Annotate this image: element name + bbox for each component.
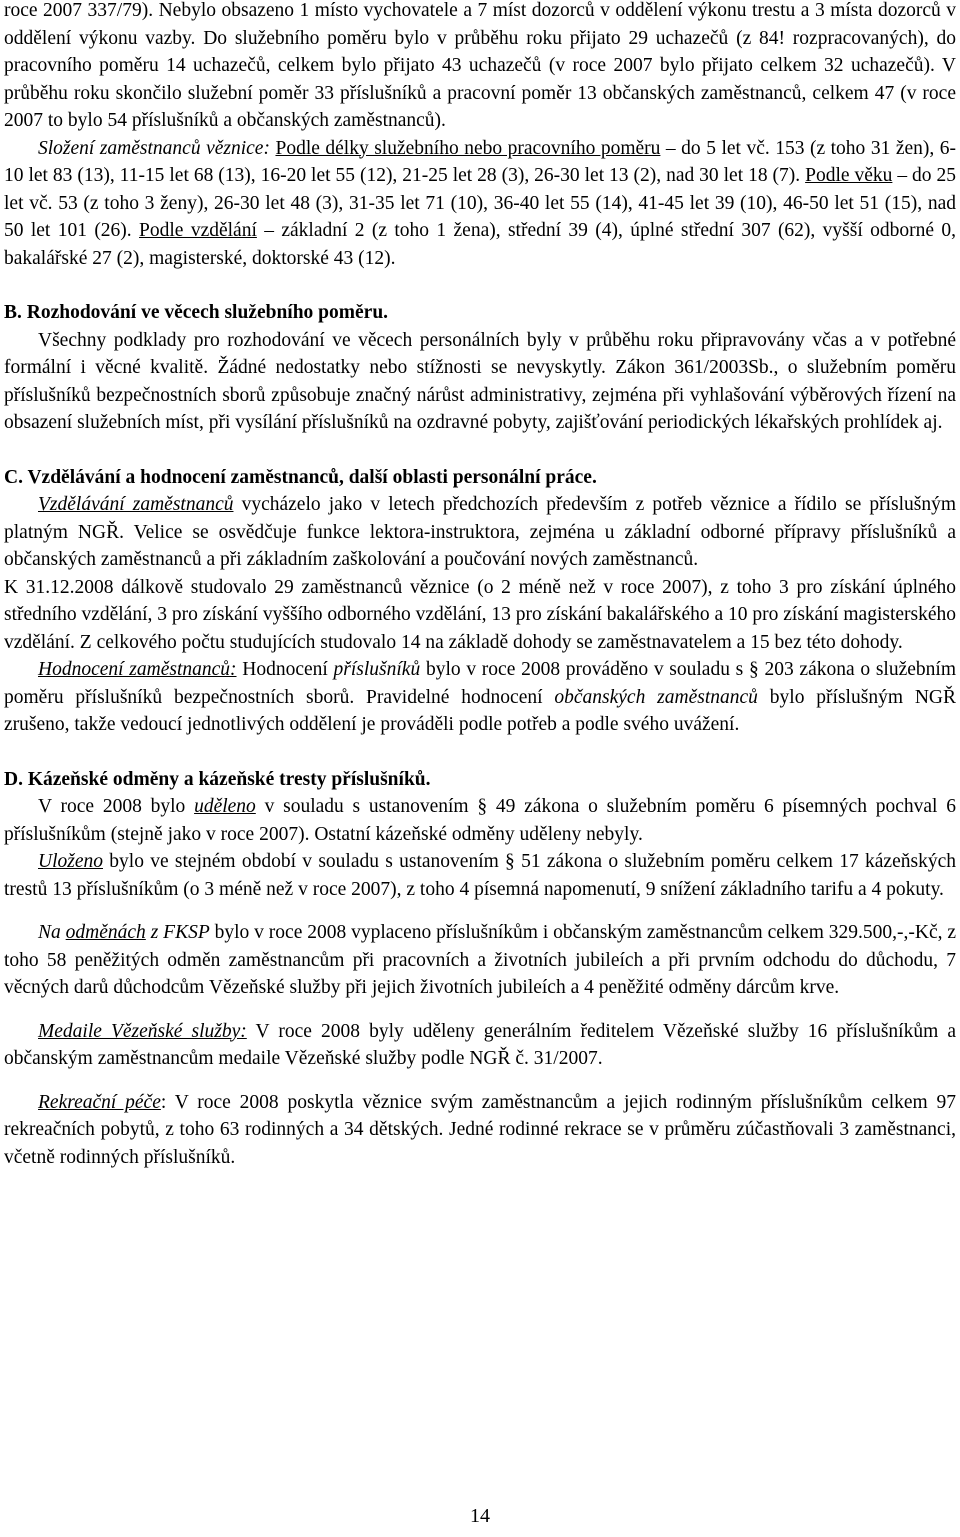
education-label: Vzdělávání zaměstnanců — [38, 494, 234, 515]
paragraph-medals: Medaile Vězeňské služby: V roce 2008 byly uděleny generálním ředitelem Vězeňské služby 16 příslušníkům a občanským zaměstnancům medaile Vězeňské služby podle NGŘ č. 31/2007. — [4, 1020, 957, 1069]
paragraph-awards: V roce 2008 bylo uděleno v souladu s ustanovením § 49 zákona o služebním poměru 6 písemných pochval 6 příslušníkům (stejně jako v roce 2007). Ostatní kázeňské odměny uděleny nebyly. — [4, 796, 956, 845]
paragraph-distance-study: K 31.12.2008 dálkově studovalo 29 zaměstnanců věznice (o 2 méně než v roce 2007), z toho 3 pro získání úplného středního vzdělání, 3 pro získání vyššího odborného vzdělání, 13 pro získání bakalářského a 10 pro získání magisterského vzdělání. Z celkového počtu studujících studovalo 14 na základě dohody se zaměstnavatelem a 15 bez této dohody. — [4, 576, 957, 653]
paragraph-fksp-rewards: Na odměnách z FKSP bylo v roce 2008 vyplaceno příslušníkům i občanským zaměstnancům celkem 329.500,-,-Kč, z toho 58 peněžitých odměn zaměstnancům při pracovních a životních jubileích a při prvním odchodu do důchodu, 7 věcných darů důchodcům Vězeňské služby při jejich životních jubileích a 4 peněžité odměny dárcům krve. — [4, 922, 957, 998]
subheading-education: Podle vzdělání — [139, 220, 257, 241]
section-b-heading: B. Rozhodování ve věcech služebního poměru. — [4, 302, 389, 323]
document-page — [4, 0, 956, 1171]
paragraph-education: Vzdělávání zaměstnanců vycházelo jako v letech předchozích především z potřeb věznice a řídilo se příslušným platným NGŘ. Velice se osvědčuje funkce lektora-instruktora, zejména u základní odborné přípravy příslušníků a občanských zaměstnanců a při základním zaškolování a poučování nových zaměstnanců. — [4, 494, 956, 570]
paragraph-recreation: Rekreační péče: V roce 2008 poskytla věznice svým zaměstnancům a jejich rodinným příslušníkům celkem 97 rekreačních pobytů, z toho 63 rodinných a 34 dětských. Jedné rodinné rekrace se v průměru zúčastňovali 3 zaměstnanci, včetně rodinných příslušníků. — [4, 1091, 957, 1168]
subheading-service-length: Podle délky služebního nebo pracovního poměru — [275, 137, 661, 159]
section-b-text: Všechny podklady pro rozhodování ve věcech personálních byly v průběhu roku připravovány včas a v potřebné formální i věcné kvalitě. Žádné nedostatky nebo stížnosti se nevyskytly. Zákon 361/2003Sb., o služebním poměru příslušníků bezpečnostních sborů způsobuje značný nárůst administrativy, zejména při vyhlašování výběrových řízení na obsazení služebních míst, při vysílání příslušníků na ozdravné pobyty, zajišťování periodických lékařských prohlídek aj. — [4, 329, 956, 433]
paragraph-penalties: Uloženo bylo ve stejném období v souladu s ustanovením § 51 zákona o služebním poměru celkem 17 kázeňských trestů 13 příslušníkům (o 3 méně než v roce 2007), z toho 4 písemná napomenutí, 9 snížení základního tarifu a 4 pokuty. — [4, 851, 956, 900]
page-number: 14 — [470, 1505, 490, 1527]
paragraph-evaluation: Hodnocení zaměstnanců: Hodnocení příslušníků bylo v roce 2008 prováděno v souladu s § 203 zákona o služebním poměru příslušníků bezpečnostních sborů. Pravidelné hodnocení občanských zaměstnanců bylo příslušným NGŘ zrušeno, takže vedoucí jednotlivých oddělení je prováděli podle potřeb a podle svého uvážení. — [4, 659, 957, 735]
subheading-age: Podle věku — [805, 165, 893, 186]
composition-label: Složení zaměstnanců věznice: — [38, 137, 270, 159]
paragraph-staff-composition: Složení zaměstnanců věznice: Podle délky služebního nebo pracovního poměru – do 5 let vč. 153 (z toho 31 žen), 6-10 let 83 (13), 11-15 let 68 (13), 16-20 let 55 (12), 21-25 let 28 (3), 26-30 let 13 (2), nad 30 let 18 (7). Podle věku – do 25 let vč. 53 (z toho 3 ženy), 26-30 let 48 (3), 31-35 let 71 (10), 36-40 let 55 (14), 41-45 let 39 (10), 46-50 let 51 (15), nad 50 let 101 (26). Podle vzdělání – základní 2 (z toho 1 žena), střední 39 (4), úplné střední 307 (62), vyšší odborné 0, bakalářské 27 (2), magisterské, doktorské 43 (12). — [4, 137, 957, 269]
evaluation-label: Hodnocení zaměstnanců: — [38, 659, 237, 680]
section-c-heading: C. Vzdělávání a hodnocení zaměstnanců, další oblasti personální práce. — [4, 466, 597, 488]
paragraph-recruitment: roce 2007 337/79). Nebylo obsazeno 1 místo vychovatele a 7 míst dozorců v oddělení výkonu trestu a 3 místa dozorců v oddělení výkonu vazby. Do služebního poměru bylo v průběhu roku přijato 29 uchazečů (z 84! rozpracovaných), do pracovního poměru 14 uchazečů, celkem bylo přijato 43 uchazečů (v roce 2007 bylo přijato celkem 32 uchazečů). V průběhu roku skončilo služební poměr 33 příslušníků a pracovní poměr 13 občanských zaměstnanců, celkem 47 (v roce 2007 to bylo 54 příslušníků a občanských zaměstnanců). — [4, 0, 956, 131]
recreation-label: Rekreační péče — [38, 1091, 161, 1113]
medals-label: Medaile Vězeňské služby: — [38, 1020, 247, 1042]
section-d-heading: D. Kázeňské odměny a kázeňské tresty příslušníků. — [4, 768, 431, 790]
